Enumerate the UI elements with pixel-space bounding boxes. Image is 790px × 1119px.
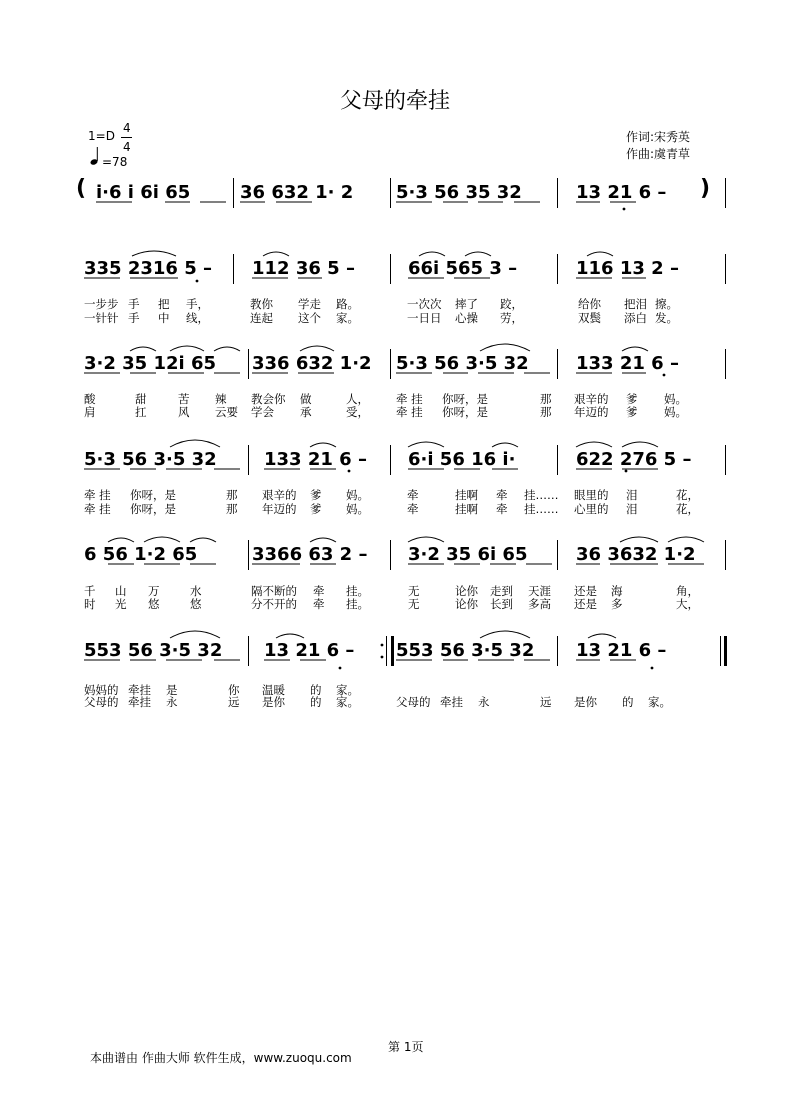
lyric: 受，	[346, 405, 369, 419]
lyric: 把	[158, 297, 170, 311]
lyric: 辣	[215, 392, 227, 406]
slur	[170, 346, 204, 351]
notation-measure: 5·3 56 3·5 32	[396, 353, 529, 374]
slur	[170, 440, 220, 447]
lyric: 你呀，是	[442, 392, 488, 406]
lyric: 挂……	[524, 488, 559, 502]
lyric: 一日日	[407, 311, 442, 325]
lyric: 妈。	[346, 502, 369, 516]
notation-measure: 553 56 3·5 32	[84, 640, 223, 661]
lyric: 发。	[655, 311, 678, 325]
lyric: 酸	[84, 392, 96, 406]
notation-measure: 336 632 1·2	[252, 353, 372, 374]
lyric: 妈。	[664, 405, 687, 419]
notation-measure: 6 56 1·2 65	[84, 544, 198, 565]
lyric: 做	[300, 392, 312, 406]
lyric: 牵 挂	[396, 405, 423, 419]
footer-credit: 本曲谱由 作曲大师 软件生成，www.zuoqu.com	[90, 1051, 352, 1065]
lyric: 云要	[215, 405, 238, 419]
lyric: 牵	[407, 488, 419, 502]
lyric: 那	[226, 488, 238, 502]
lyric: 泪	[626, 502, 638, 516]
lyric: 牵挂	[440, 695, 463, 709]
slur	[622, 347, 648, 351]
lyric: 那	[540, 392, 552, 406]
lyric: 跤，	[500, 297, 523, 311]
lyric: 把泪	[624, 297, 647, 311]
lyric: 爹	[310, 502, 322, 516]
lyric: 分不开的	[251, 597, 297, 611]
lyric: 人，	[346, 392, 369, 406]
lyric: 论你	[455, 584, 478, 598]
slur	[588, 634, 616, 638]
notation-measure: 66i 565 3 –	[408, 258, 518, 279]
slur	[132, 251, 176, 256]
slur	[408, 442, 444, 447]
octave-dot	[625, 470, 628, 473]
lyric: 的	[622, 695, 634, 709]
slur	[263, 252, 289, 256]
slur	[108, 538, 134, 542]
lyric: 无	[408, 584, 420, 598]
lyric: 风	[178, 405, 190, 419]
lyric: 家。	[336, 311, 359, 325]
lyric: 你呀，是	[130, 488, 176, 502]
slur	[408, 537, 444, 542]
lyric: 一步步	[84, 297, 119, 311]
lyric: 你	[228, 683, 240, 697]
lyric: 论你	[455, 597, 478, 611]
lyric: 一次次	[407, 297, 442, 311]
lyric: 还是	[574, 584, 597, 598]
lyric: 你呀，是	[442, 405, 488, 419]
slur	[465, 252, 491, 256]
octave-dot	[339, 667, 342, 670]
lyric: 牵	[407, 502, 419, 516]
lyric: 无	[408, 597, 420, 611]
lyric: 牵	[313, 597, 325, 611]
lyric: 角，	[676, 584, 699, 598]
lyric: 水	[190, 584, 202, 598]
lyric: 远	[228, 695, 240, 709]
slur	[622, 442, 658, 447]
slur	[276, 634, 304, 638]
intro-measure: 13 21 6 –	[576, 182, 667, 203]
lyric: 远	[540, 695, 552, 709]
notation-measure: 335 2316 5 –	[84, 258, 212, 279]
lyric: 牵 挂	[396, 392, 423, 406]
slur	[144, 537, 180, 542]
lyric: 学走	[298, 297, 321, 311]
lyric: 永	[166, 695, 178, 709]
lyric: 年迈的	[574, 405, 609, 419]
lyric: 学会	[251, 405, 274, 419]
lyric: 妈。	[664, 392, 687, 406]
lyric: 的	[310, 695, 322, 709]
lyric: 大，	[676, 597, 699, 611]
tempo-marking: =78	[102, 155, 128, 169]
lyric: 手	[128, 297, 140, 311]
lyric: 是你	[574, 695, 597, 709]
intro-measure: i·6 i 6i 65	[96, 182, 191, 203]
octave-dot	[348, 470, 351, 473]
lyric: 多高	[528, 597, 551, 611]
lyric: 悠	[190, 597, 202, 611]
lyric: 牵 挂	[84, 488, 111, 502]
lyric: 心操	[455, 311, 478, 325]
notation-measure: 553 56 3·5 32	[396, 640, 535, 661]
lyric: 妈妈的	[84, 683, 119, 697]
lyric: 海	[611, 584, 623, 598]
lyric: 走到	[490, 584, 513, 598]
repeat-dot	[381, 656, 384, 659]
lyric: 父母的	[396, 695, 431, 709]
lyric: 线，	[186, 311, 209, 325]
notation-measure: 116 13 2 –	[576, 258, 679, 279]
lyric: 悠	[148, 597, 160, 611]
lyric: 手，	[186, 297, 209, 311]
slur	[419, 252, 445, 256]
lyric: 艰辛的	[574, 392, 609, 406]
octave-dot	[196, 280, 199, 283]
slur	[130, 347, 156, 351]
lyric: 是你	[262, 695, 285, 709]
notation-measure: 133 21 6 –	[264, 449, 367, 470]
notation-measure: 3·2 35 12i 65	[84, 353, 217, 374]
lyric: 温暖	[262, 683, 285, 697]
slur	[214, 347, 240, 351]
slur	[170, 631, 220, 638]
lyric: 手	[128, 311, 140, 325]
lyric: 家。	[648, 695, 671, 709]
lyric: 那	[226, 502, 238, 516]
lyric: 擦。	[655, 297, 678, 311]
notation-measure: 112 36 5 –	[252, 258, 355, 279]
lyric: 花，	[676, 502, 699, 516]
lyric: 心里的	[574, 502, 609, 516]
notation-measure: 5·3 56 3·5 32	[84, 449, 217, 470]
song-title: 父母的牵挂	[339, 89, 450, 114]
intro-measure: 36 632 1· 2	[240, 182, 354, 203]
lyric: 长到	[490, 597, 513, 611]
lyric: 教你	[250, 297, 273, 311]
intro-measure: 5·3 56 35 32	[396, 182, 522, 203]
lyric: 的	[310, 683, 322, 697]
lyric: 家。	[336, 683, 359, 697]
lyric: 连起	[250, 311, 273, 325]
slur	[492, 443, 518, 447]
time-signature-numerator: 4	[123, 121, 131, 135]
notation-measure: 13 21 6 –	[264, 640, 355, 661]
lyric: 教会你	[251, 392, 286, 406]
slur	[310, 538, 336, 542]
lyricist-credit: 作词:宋秀英	[626, 130, 691, 144]
lyric: 万	[148, 584, 160, 598]
lyric: 爹	[310, 488, 322, 502]
lyric: 父母的	[84, 695, 119, 709]
lyric: 中	[158, 311, 170, 325]
octave-dot	[623, 208, 626, 211]
notation-measure: 6·i 56 16 i·	[408, 449, 516, 470]
lyric: 挂……	[524, 502, 559, 516]
octave-dot	[651, 667, 654, 670]
slur	[480, 344, 530, 351]
slur	[587, 252, 613, 256]
lyric: 这个	[298, 311, 321, 325]
lyric: 光	[115, 597, 127, 611]
lyric: 挂啊	[455, 488, 478, 502]
lyric: 多	[611, 597, 623, 611]
lyric: 扛	[135, 405, 147, 419]
key-signature: 1=D	[88, 129, 115, 143]
lyric: 路。	[336, 297, 359, 311]
repeat-dot	[381, 644, 384, 647]
notation-measure: 133 21 6 –	[576, 353, 679, 374]
lyric: 牵 挂	[84, 502, 111, 516]
lyric: 泪	[626, 488, 638, 502]
lyric: 苦	[178, 392, 190, 406]
lyric: 家。	[336, 695, 359, 709]
lyric: 摔了	[455, 297, 478, 311]
lyric: 是	[166, 683, 178, 697]
lyric: 承	[300, 405, 312, 419]
slur	[668, 537, 704, 542]
notation-measure: 3366 63 2 –	[252, 544, 368, 565]
notation-measure: 13 21 6 –	[576, 640, 667, 661]
lyric: 花，	[676, 488, 699, 502]
lyric: 眼里的	[574, 488, 609, 502]
intro-open-paren: (	[76, 176, 87, 201]
slur	[620, 537, 658, 542]
lyric: 双鬓	[578, 311, 601, 325]
lyric: 牵挂	[128, 683, 151, 697]
lyric: 牵	[496, 488, 508, 502]
lyric: 你呀，是	[130, 502, 176, 516]
lyric: 山	[115, 584, 127, 598]
lyric: 牵挂	[128, 695, 151, 709]
lyric: 年迈的	[262, 502, 297, 516]
lyric: 牵	[313, 584, 325, 598]
lyric: 千	[84, 584, 96, 598]
slur	[480, 631, 530, 638]
slur	[576, 442, 612, 447]
notation-measure: 622 276 5 –	[576, 449, 692, 470]
lyric: 劳，	[500, 311, 523, 325]
lyric: 隔不断的	[251, 584, 297, 598]
lyric: 时	[84, 597, 96, 611]
notation-measure: 3·2 35 6i 65	[408, 544, 528, 565]
composer-credit: 作曲:虞青草	[626, 147, 691, 161]
intro-close-paren: )	[700, 176, 711, 201]
lyric: 肩	[84, 405, 96, 419]
lyric: 爹	[626, 405, 638, 419]
notation-measure: 36 3632 1·2	[576, 544, 696, 565]
slur	[190, 538, 216, 542]
lyric: 天涯	[528, 584, 551, 598]
lyric: 还是	[574, 597, 597, 611]
slur	[310, 443, 336, 447]
lyric: 甜	[135, 392, 147, 406]
lyric: 挂。	[346, 597, 369, 611]
lyric: 永	[478, 695, 490, 709]
lyric: 挂。	[346, 584, 369, 598]
lyric: 挂啊	[455, 502, 478, 516]
octave-dot	[663, 374, 666, 377]
lyric: 妈。	[346, 488, 369, 502]
lyric: 牵	[496, 502, 508, 516]
lyric: 添白	[624, 311, 647, 325]
lyric: 一针针	[84, 311, 119, 325]
lyric: 给你	[578, 297, 601, 311]
lyric: 那	[540, 405, 552, 419]
lyric: 爹	[626, 392, 638, 406]
lyric: 艰辛的	[262, 488, 297, 502]
slur	[300, 346, 334, 351]
time-signature-denominator: 4	[123, 140, 131, 154]
page-number: 第 1页	[388, 1040, 424, 1054]
